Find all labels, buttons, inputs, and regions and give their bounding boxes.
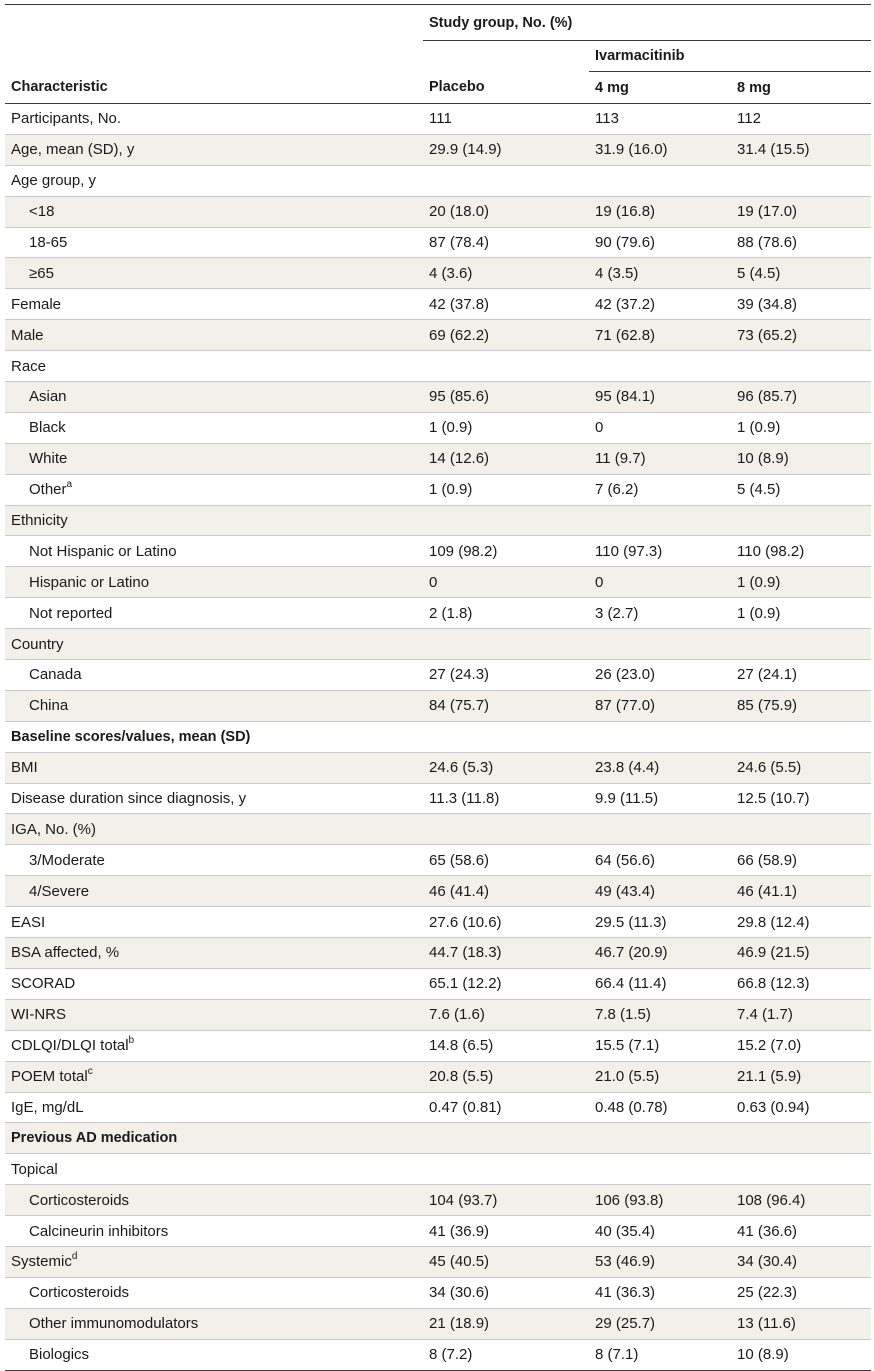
- dose-8mg-value: 13 (11.6): [731, 1308, 871, 1339]
- dose-4mg-value: 7 (6.2): [589, 474, 731, 505]
- dose-8mg-value: 88 (78.6): [731, 227, 871, 258]
- dose-8mg-value: 85 (75.9): [731, 690, 871, 721]
- row-label: Disease duration since diagnosis, y: [11, 790, 247, 808]
- table-header: [5, 5, 871, 104]
- table-row: [5, 443, 871, 474]
- header-placebo: Placebo: [423, 72, 589, 104]
- row-label-cell: [5, 258, 423, 289]
- dose-8mg-value: 46 (41.1): [731, 876, 871, 907]
- placebo-value: [423, 1154, 589, 1185]
- row-label: SCORAD: [11, 975, 76, 993]
- row-label-cell: [5, 1216, 423, 1247]
- dose-8mg-value: 7.4 (1.7): [731, 999, 871, 1030]
- table-row: [5, 165, 871, 196]
- row-label: BSA affected, %: [11, 944, 120, 962]
- row-label-cell: [5, 536, 423, 567]
- row-label-cell: [5, 104, 423, 135]
- dose-8mg-value: 66.8 (12.3): [731, 968, 871, 999]
- dose-8mg-value: 27 (24.1): [731, 660, 871, 691]
- row-label-cell: [5, 968, 423, 999]
- placebo-value: [423, 165, 589, 196]
- row-label: BMI: [11, 759, 38, 777]
- dose-4mg-value: 90 (79.6): [589, 227, 731, 258]
- row-label: <18: [29, 203, 55, 221]
- table-row: [5, 474, 871, 505]
- row-label-cell: [5, 629, 423, 660]
- table-body: [5, 104, 871, 1371]
- table-row: [5, 968, 871, 999]
- row-label: Ethnicity: [11, 512, 68, 530]
- table-row: [5, 598, 871, 629]
- placebo-value: [423, 351, 589, 382]
- dose-4mg-value: 8 (7.1): [589, 1339, 731, 1370]
- dose-4mg-value: 41 (36.3): [589, 1277, 731, 1308]
- table-row: [5, 1123, 871, 1154]
- table-row: [5, 258, 871, 289]
- dose-8mg-value: [731, 505, 871, 536]
- row-label-cell: [5, 1123, 423, 1154]
- row-label: 3/Moderate: [29, 851, 105, 869]
- placebo-value: 4 (3.6): [423, 258, 589, 289]
- row-label: Other immunomodulators: [29, 1315, 199, 1333]
- dose-4mg-value: [589, 814, 731, 845]
- table-row: [5, 196, 871, 227]
- footnote-marker: a: [66, 479, 73, 491]
- table-row: [5, 1216, 871, 1247]
- dose-4mg-value: 49 (43.4): [589, 876, 731, 907]
- row-label: Corticosteroids: [29, 1191, 130, 1209]
- dose-8mg-value: 73 (65.2): [731, 320, 871, 351]
- placebo-value: 87 (78.4): [423, 227, 589, 258]
- dose-8mg-value: 10 (8.9): [731, 1339, 871, 1370]
- table-row: [5, 1308, 871, 1339]
- placebo-value: 21 (18.9): [423, 1308, 589, 1339]
- row-label-cell: [5, 382, 423, 413]
- table-row: [5, 845, 871, 876]
- row-label: Age group, y: [11, 172, 97, 190]
- placebo-value: 41 (36.9): [423, 1216, 589, 1247]
- dose-4mg-value: 11 (9.7): [589, 443, 731, 474]
- table-row: [5, 351, 871, 382]
- row-label-cell: [5, 999, 423, 1030]
- dose-4mg-value: 9.9 (11.5): [589, 783, 731, 814]
- table-row: [5, 320, 871, 351]
- placebo-value: [423, 629, 589, 660]
- row-label: Not Hispanic or Latino: [29, 542, 177, 560]
- row-label-cell: [5, 443, 423, 474]
- header-dose-8mg: 8 mg: [731, 72, 871, 104]
- row-label: Female: [11, 295, 62, 313]
- dose-8mg-value: 108 (96.4): [731, 1185, 871, 1216]
- baseline-characteristics-table: [5, 4, 871, 1371]
- row-label-cell: [5, 474, 423, 505]
- baseline-characteristics-table-container: [5, 4, 871, 1371]
- placebo-value: 2 (1.8): [423, 598, 589, 629]
- table-row: [5, 412, 871, 443]
- row-label: China: [29, 697, 69, 715]
- row-label: Asian: [29, 388, 67, 406]
- row-label-cell: [5, 320, 423, 351]
- row-label-cell: [5, 907, 423, 938]
- placebo-value: 65.1 (12.2): [423, 968, 589, 999]
- row-label: Corticosteroids: [29, 1284, 130, 1302]
- table-row: [5, 1092, 871, 1123]
- dose-8mg-value: 1 (0.9): [731, 598, 871, 629]
- table-row: [5, 938, 871, 969]
- table-row: [5, 505, 871, 536]
- footnote-marker: c: [87, 1066, 93, 1078]
- table-row: [5, 690, 871, 721]
- dose-4mg-value: 66.4 (11.4): [589, 968, 731, 999]
- row-label-cell: [5, 505, 423, 536]
- placebo-value: 1 (0.9): [423, 412, 589, 443]
- placebo-value: 109 (98.2): [423, 536, 589, 567]
- footnote-marker: b: [128, 1035, 135, 1047]
- placebo-value: [423, 1123, 589, 1154]
- dose-4mg-value: 46.7 (20.9): [589, 938, 731, 969]
- table-row: [5, 536, 871, 567]
- dose-4mg-value: 19 (16.8): [589, 196, 731, 227]
- dose-4mg-value: [589, 351, 731, 382]
- dose-8mg-value: 1 (0.9): [731, 567, 871, 598]
- dose-4mg-value: 40 (35.4): [589, 1216, 731, 1247]
- table-row: [5, 1185, 871, 1216]
- dose-8mg-value: [731, 1154, 871, 1185]
- header-characteristic: Characteristic: [5, 72, 423, 104]
- placebo-value: 27 (24.3): [423, 660, 589, 691]
- placebo-value: 20 (18.0): [423, 196, 589, 227]
- row-label: Age, mean (SD), y: [11, 141, 135, 159]
- placebo-value: 14 (12.6): [423, 443, 589, 474]
- placebo-value: 1 (0.9): [423, 474, 589, 505]
- row-label: Black: [29, 419, 66, 437]
- row-label-cell: [5, 351, 423, 382]
- row-label-cell: [5, 1092, 423, 1123]
- header-blank-cell: [423, 41, 589, 72]
- dose-4mg-value: 31.9 (16.0): [589, 134, 731, 165]
- row-label-cell: [5, 196, 423, 227]
- row-label-cell: [5, 412, 423, 443]
- table-row: [5, 721, 871, 752]
- header-ivarmacitinib: Ivarmacitinib: [589, 41, 871, 72]
- placebo-value: 34 (30.6): [423, 1277, 589, 1308]
- dose-4mg-value: 4 (3.5): [589, 258, 731, 289]
- row-label: Male: [11, 326, 44, 344]
- row-label: Previous AD medication: [11, 1130, 178, 1147]
- dose-4mg-value: 110 (97.3): [589, 536, 731, 567]
- placebo-value: 8 (7.2): [423, 1339, 589, 1370]
- dose-4mg-value: 26 (23.0): [589, 660, 731, 691]
- row-label: Canada: [29, 666, 82, 684]
- row-label-cell: [5, 814, 423, 845]
- table-row: [5, 999, 871, 1030]
- dose-4mg-value: 95 (84.1): [589, 382, 731, 413]
- row-label-cell: [5, 1061, 423, 1092]
- dose-8mg-value: 96 (85.7): [731, 382, 871, 413]
- table-row: [5, 1339, 871, 1370]
- row-label: Biologics: [29, 1346, 90, 1364]
- table-row: [5, 382, 871, 413]
- row-label: Not reported: [29, 604, 113, 622]
- table-row: [5, 134, 871, 165]
- dose-8mg-value: 112: [731, 104, 871, 135]
- row-label: IGA, No. (%): [11, 820, 97, 838]
- table-row: [5, 814, 871, 845]
- table-row: [5, 567, 871, 598]
- dose-8mg-value: 31.4 (15.5): [731, 134, 871, 165]
- dose-8mg-value: 0.63 (0.94): [731, 1092, 871, 1123]
- row-label: Hispanic or Latino: [29, 573, 150, 591]
- dose-4mg-value: [589, 1154, 731, 1185]
- row-label-cell: [5, 598, 423, 629]
- placebo-value: [423, 721, 589, 752]
- placebo-value: 7.6 (1.6): [423, 999, 589, 1030]
- placebo-value: 46 (41.4): [423, 876, 589, 907]
- header-study-group: Study group, No. (%): [423, 5, 871, 41]
- table-row: [5, 1154, 871, 1185]
- row-label: 4/Severe: [29, 882, 90, 900]
- row-label-cell: [5, 752, 423, 783]
- dose-8mg-value: 5 (4.5): [731, 258, 871, 289]
- row-label-cell: [5, 660, 423, 691]
- row-label: IgE, mg/dL: [11, 1098, 84, 1116]
- placebo-value: 95 (85.6): [423, 382, 589, 413]
- table-row: [5, 907, 871, 938]
- dose-8mg-value: 41 (36.6): [731, 1216, 871, 1247]
- dose-8mg-value: 5 (4.5): [731, 474, 871, 505]
- header-dose-4mg: 4 mg: [589, 72, 731, 104]
- row-label-cell: [5, 690, 423, 721]
- dose-4mg-value: 0: [589, 412, 731, 443]
- dose-8mg-value: 34 (30.4): [731, 1246, 871, 1277]
- dose-4mg-value: 29.5 (11.3): [589, 907, 731, 938]
- dose-4mg-value: 7.8 (1.5): [589, 999, 731, 1030]
- dose-8mg-value: 12.5 (10.7): [731, 783, 871, 814]
- dose-8mg-value: 19 (17.0): [731, 196, 871, 227]
- dose-4mg-value: [589, 505, 731, 536]
- row-label: WI-NRS: [11, 1006, 66, 1024]
- row-label-cell: [5, 1308, 423, 1339]
- table-row: [5, 1246, 871, 1277]
- dose-8mg-value: [731, 721, 871, 752]
- dose-4mg-value: 87 (77.0): [589, 690, 731, 721]
- row-label-cell: [5, 721, 423, 752]
- dose-8mg-value: 39 (34.8): [731, 289, 871, 320]
- dose-8mg-value: 110 (98.2): [731, 536, 871, 567]
- row-label-cell: [5, 783, 423, 814]
- dose-8mg-value: 46.9 (21.5): [731, 938, 871, 969]
- dose-4mg-value: 3 (2.7): [589, 598, 731, 629]
- dose-8mg-value: [731, 351, 871, 382]
- dose-4mg-value: 15.5 (7.1): [589, 1030, 731, 1061]
- table-row: [5, 1061, 871, 1092]
- row-label: Calcineurin inhibitors: [29, 1222, 169, 1240]
- placebo-value: 65 (58.6): [423, 845, 589, 876]
- table-row: [5, 783, 871, 814]
- placebo-value: 111: [423, 104, 589, 135]
- row-label-cell: [5, 1030, 423, 1061]
- table-row: [5, 1030, 871, 1061]
- row-label: EASI: [11, 913, 46, 931]
- row-label: Other: [29, 481, 67, 499]
- row-label-cell: [5, 1185, 423, 1216]
- dose-4mg-value: 0: [589, 567, 731, 598]
- dose-8mg-value: 24.6 (5.5): [731, 752, 871, 783]
- dose-4mg-value: [589, 165, 731, 196]
- dose-8mg-value: [731, 629, 871, 660]
- table-row: [5, 1277, 871, 1308]
- dose-8mg-value: [731, 165, 871, 196]
- row-label-cell: [5, 1154, 423, 1185]
- row-label-cell: [5, 1339, 423, 1370]
- row-label-cell: [5, 845, 423, 876]
- row-label-cell: [5, 567, 423, 598]
- footnote-marker: d: [71, 1251, 78, 1263]
- row-label: POEM total: [11, 1068, 88, 1086]
- dose-4mg-value: 53 (46.9): [589, 1246, 731, 1277]
- row-label: Country: [11, 635, 64, 653]
- table-row: [5, 660, 871, 691]
- dose-4mg-value: 0.48 (0.78): [589, 1092, 731, 1123]
- placebo-value: 27.6 (10.6): [423, 907, 589, 938]
- row-label: White: [29, 450, 68, 468]
- row-label: CDLQI/DLQI total: [11, 1037, 129, 1055]
- placebo-value: 44.7 (18.3): [423, 938, 589, 969]
- dose-8mg-value: 66 (58.9): [731, 845, 871, 876]
- dose-4mg-value: 71 (62.8): [589, 320, 731, 351]
- header-blank-cell: [5, 5, 423, 41]
- table-row: [5, 289, 871, 320]
- placebo-value: 29.9 (14.9): [423, 134, 589, 165]
- dose-8mg-value: 25 (22.3): [731, 1277, 871, 1308]
- table-row: [5, 876, 871, 907]
- dose-4mg-value: 106 (93.8): [589, 1185, 731, 1216]
- dose-4mg-value: [589, 721, 731, 752]
- placebo-value: 84 (75.7): [423, 690, 589, 721]
- row-label-cell: [5, 227, 423, 258]
- dose-8mg-value: 21.1 (5.9): [731, 1061, 871, 1092]
- dose-8mg-value: [731, 1123, 871, 1154]
- row-label: 18-65: [29, 234, 68, 251]
- dose-4mg-value: 23.8 (4.4): [589, 752, 731, 783]
- row-label-cell: [5, 1277, 423, 1308]
- row-label: Race: [11, 357, 47, 375]
- dose-8mg-value: 10 (8.9): [731, 443, 871, 474]
- placebo-value: 14.8 (6.5): [423, 1030, 589, 1061]
- table-row: [5, 104, 871, 135]
- dose-8mg-value: [731, 814, 871, 845]
- placebo-value: [423, 814, 589, 845]
- dose-4mg-value: 21.0 (5.5): [589, 1061, 731, 1092]
- dose-4mg-value: [589, 1123, 731, 1154]
- dose-4mg-value: 64 (56.6): [589, 845, 731, 876]
- placebo-value: 0: [423, 567, 589, 598]
- placebo-value: 69 (62.2): [423, 320, 589, 351]
- row-label-cell: [5, 289, 423, 320]
- placebo-value: 42 (37.8): [423, 289, 589, 320]
- dose-8mg-value: 1 (0.9): [731, 412, 871, 443]
- row-label-cell: [5, 165, 423, 196]
- placebo-value: 11.3 (11.8): [423, 783, 589, 814]
- placebo-value: 20.8 (5.5): [423, 1061, 589, 1092]
- row-label-cell: [5, 876, 423, 907]
- placebo-value: 0.47 (0.81): [423, 1092, 589, 1123]
- dose-4mg-value: 42 (37.2): [589, 289, 731, 320]
- row-label-cell: [5, 938, 423, 969]
- header-blank-cell: [5, 41, 423, 72]
- table-row: [5, 629, 871, 660]
- dose-4mg-value: 29 (25.7): [589, 1308, 731, 1339]
- row-label: Systemic: [11, 1253, 72, 1271]
- row-label: Participants, No.: [11, 110, 122, 128]
- row-label: Topical: [11, 1160, 58, 1178]
- table-row: [5, 227, 871, 258]
- dose-4mg-value: [589, 629, 731, 660]
- row-label-cell: [5, 1246, 423, 1277]
- dose-4mg-value: 113: [589, 104, 731, 135]
- dose-8mg-value: 15.2 (7.0): [731, 1030, 871, 1061]
- row-label-cell: [5, 134, 423, 165]
- placebo-value: [423, 505, 589, 536]
- table-row: [5, 752, 871, 783]
- placebo-value: 24.6 (5.3): [423, 752, 589, 783]
- row-label: ≥65: [29, 264, 54, 282]
- placebo-value: 104 (93.7): [423, 1185, 589, 1216]
- dose-8mg-value: 29.8 (12.4): [731, 907, 871, 938]
- placebo-value: 45 (40.5): [423, 1246, 589, 1277]
- row-label: Baseline scores/values, mean (SD): [11, 728, 251, 745]
